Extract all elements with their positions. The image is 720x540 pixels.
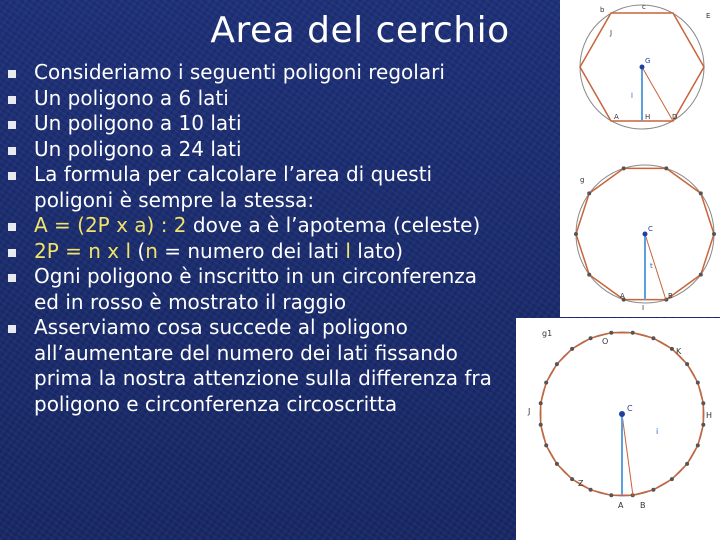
vertex-point	[574, 232, 578, 236]
bullet-text-line: Asserviamo cosa succede al poligono	[34, 315, 408, 339]
bullet-item	[8, 111, 523, 137]
vertex-point	[701, 423, 705, 427]
bullet-text-line: prima la nostra attenzione sulla differenza fra	[34, 366, 492, 390]
bullet-square-icon	[8, 70, 16, 78]
label-right-top: E	[706, 12, 711, 20]
label-top-mid: O	[602, 337, 609, 346]
label-bottom-mid: I	[642, 304, 645, 312]
vertex-point	[555, 462, 559, 466]
center-point	[619, 411, 625, 417]
label-upper-left: J	[610, 29, 613, 37]
bullet-item	[8, 315, 523, 417]
bullet-item	[8, 60, 523, 86]
bullet-item	[8, 239, 523, 265]
label-top-left: b	[600, 6, 605, 14]
vertex-point	[712, 232, 716, 236]
label-bottom-right: B	[640, 501, 646, 510]
bullet-text: Consideriamo i seguenti poligoni regolari	[34, 60, 445, 84]
vertex-point	[696, 381, 700, 385]
bullet-square-icon	[8, 274, 16, 282]
vertex-point	[539, 401, 543, 405]
label-top: c	[642, 3, 646, 11]
vertex-point	[631, 331, 635, 335]
bullet-text: lato)	[350, 238, 404, 263]
vertex-point	[587, 273, 591, 277]
vertex-point	[685, 462, 689, 466]
bullet-text-line: Ogni poligono è inscritto in un circonferenza	[34, 264, 478, 288]
bullet-text-line: poligoni è sempre la stessa:	[34, 187, 315, 212]
label-apothem: t	[650, 262, 653, 270]
label-left-top: g	[580, 176, 585, 184]
slide-title: Area del cerchio	[210, 10, 510, 51]
icositetragon-figure	[516, 318, 720, 540]
vertex-point	[701, 401, 705, 405]
perimeter-formula: 2P = n x l	[34, 238, 132, 263]
bullet-text-line: La formula per calcolare l’area di questi	[34, 162, 433, 186]
vertex-point	[622, 166, 626, 170]
label-left-side: J	[528, 407, 531, 416]
radius-line	[645, 234, 666, 300]
bullet-text: (	[131, 238, 146, 263]
vertex-point	[570, 477, 574, 481]
vertex-point	[587, 191, 591, 195]
hexagon-figure	[560, 0, 720, 152]
label-right-side: H	[706, 411, 713, 420]
label-center: G	[645, 57, 651, 65]
label-right-top: K	[676, 347, 682, 356]
center-point	[640, 65, 645, 70]
bullet-text: Un poligono a 10 lati	[34, 111, 242, 135]
bullet-square-icon	[8, 249, 16, 257]
vertex-point	[664, 166, 668, 170]
bullet-square-icon	[8, 121, 16, 129]
bullet-item	[8, 264, 523, 315]
bullet-item	[8, 213, 523, 239]
bullet-list	[8, 60, 523, 417]
bullet-square-icon	[8, 325, 16, 333]
vertex-point	[539, 423, 543, 427]
bullet-text-line: all’aumentare del numero dei lati fissando	[34, 340, 458, 365]
label-bottom-left: Z	[578, 479, 584, 488]
vertex-point	[589, 488, 593, 492]
bullet-text: Un poligono a 6 lati	[34, 85, 229, 110]
vertex-point	[589, 336, 593, 340]
center-point	[643, 232, 648, 237]
vertex-point	[544, 381, 548, 385]
symbol-l: l	[345, 238, 351, 263]
vertex-point	[699, 273, 703, 277]
symbol-n: n	[145, 238, 158, 263]
vertex-point	[555, 362, 559, 366]
label-center: C	[648, 225, 653, 233]
label-bottom-mid: A	[618, 501, 624, 510]
bullet-text-line: poligono e circonferenza circoscritta	[34, 391, 398, 416]
bullet-text-line: ed in rosso è mostrato il raggio	[34, 289, 347, 314]
decagon-figure	[560, 152, 720, 317]
bullet-text: = numero dei lati	[157, 238, 346, 263]
label-bottom-right: D	[672, 113, 678, 121]
vertex-point	[651, 336, 655, 340]
bullet-square-icon	[8, 147, 16, 155]
vertex-point	[699, 191, 703, 195]
vertex-point	[685, 362, 689, 366]
bullet-square-icon	[8, 96, 16, 104]
label-apothem: i	[656, 427, 659, 436]
bullet-item	[8, 162, 523, 213]
label-center: C	[627, 404, 633, 413]
bullet-square-icon	[8, 172, 16, 180]
label-top-left: g1	[542, 329, 553, 338]
bullet-text: dove a è l’apotema (celeste)	[186, 213, 481, 237]
vertex-point	[544, 443, 548, 447]
vertex-point	[609, 331, 613, 335]
vertex-point	[670, 347, 674, 351]
area-formula: A = (2P x a) : 2	[34, 213, 187, 237]
vertex-point	[609, 493, 613, 497]
bullet-item	[8, 137, 523, 163]
bullet-item	[8, 86, 523, 112]
label-bottom-right: B	[668, 292, 673, 300]
label-bottom-left: A	[614, 113, 619, 121]
vertex-point	[696, 443, 700, 447]
label-apothem: l	[631, 92, 633, 100]
vertex-point	[670, 477, 674, 481]
vertex-point	[570, 347, 574, 351]
vertex-point	[651, 488, 655, 492]
label-bottom-mid: H	[645, 113, 651, 121]
radius-line	[622, 414, 633, 496]
bullet-text: Un poligono a 24 lati	[34, 136, 242, 161]
bullet-square-icon	[8, 223, 16, 231]
label-bottom-left: A	[620, 292, 625, 300]
